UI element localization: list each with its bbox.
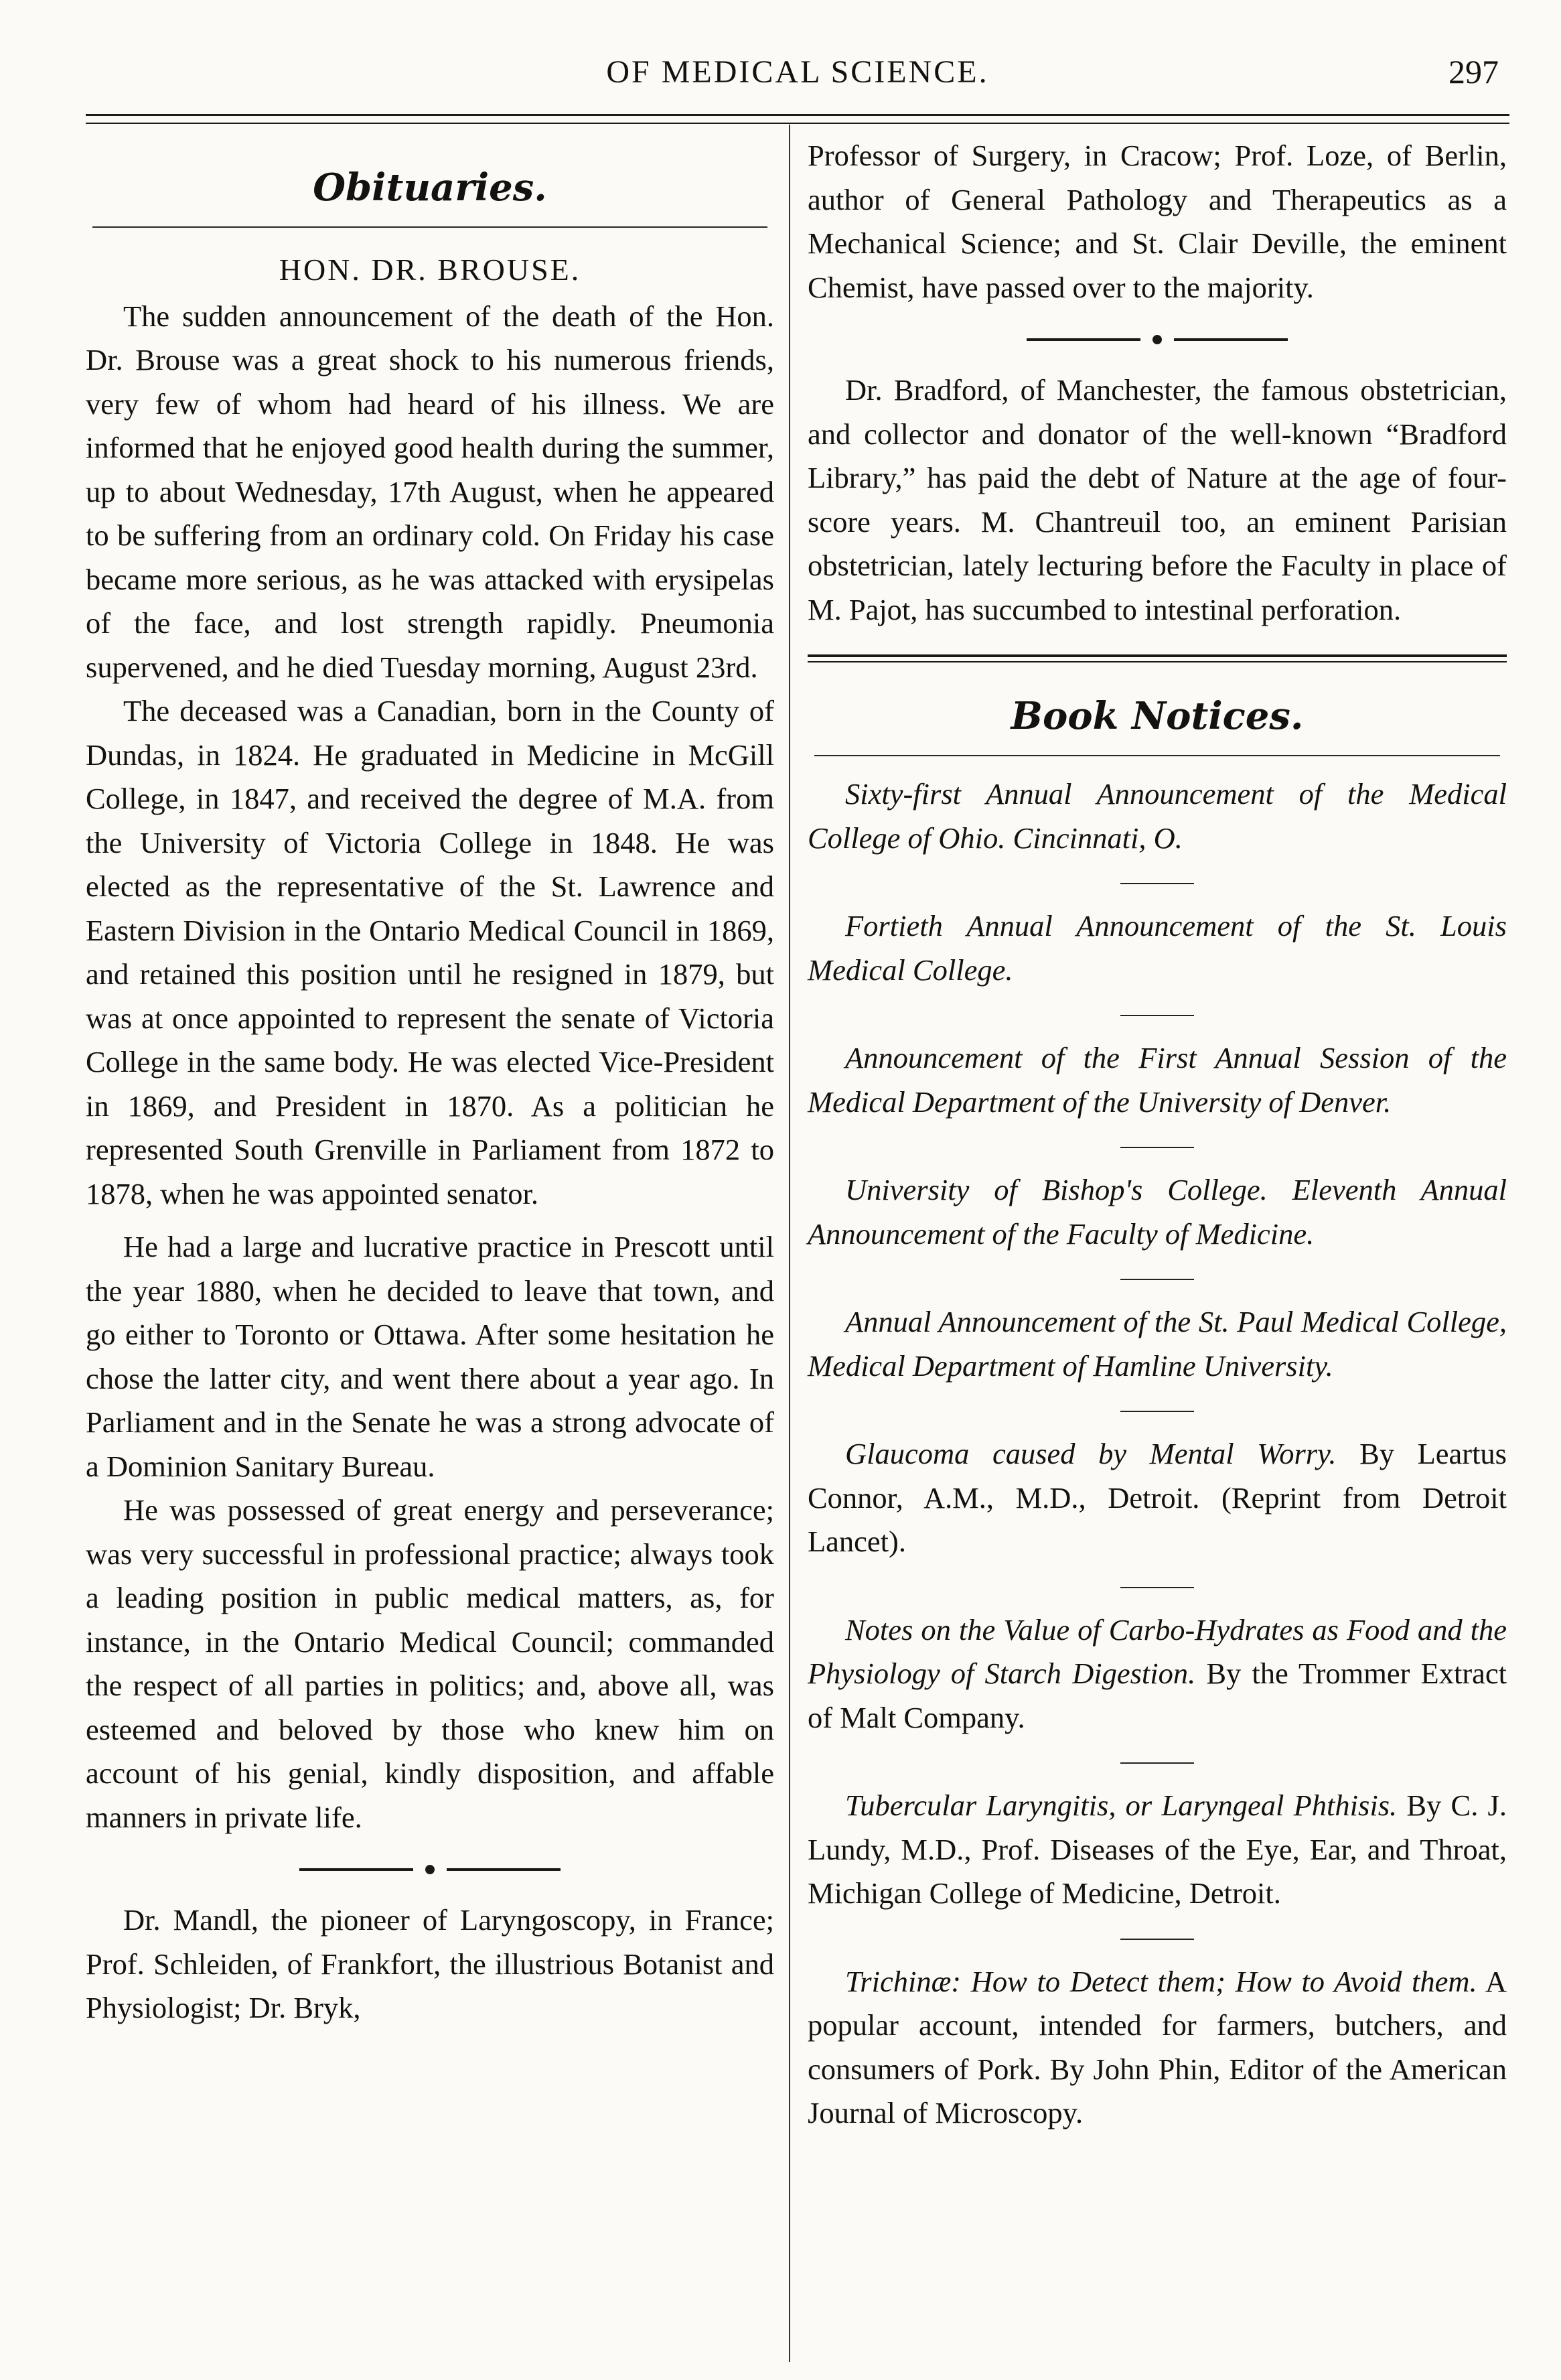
book-notice-title: Fortieth Annual Announcement of the St. Louis Medical College.	[808, 909, 1507, 987]
page-header	[86, 47, 1509, 94]
short-rule	[1120, 1762, 1194, 1764]
book-notice-details: By the Trommer Extract of Malt Company.	[808, 1657, 1507, 1734]
obituaries-heading: Obituaries.	[313, 165, 547, 210]
book-notice	[808, 772, 1507, 860]
book-notice-details: By Leartus Connor, A.M., M.D., Detroit. (Reprint from Detroit Lancet).	[808, 1437, 1507, 1558]
book-notice-title: Glaucoma caused by Mental Worry.	[845, 1437, 1337, 1470]
continuation-paragraph: Professor of Surgery, in Cracow; Prof. Loze, of Berlin, author of General Pathology and Therapeutics as a Mechanical Science; and St. Clair Deville, the eminent Chemist, have passed over to the majority.	[808, 139, 1507, 304]
book-notice	[808, 1784, 1507, 1916]
book-notice-title: Annual Announcement of the St. Paul Medical College, Medical Department of Hamline University.	[808, 1305, 1507, 1383]
obituary-paragraph: The sudden announcement of the death of the Hon. Dr. Brouse was a great shock to his numerous friends, very few of whom had heard of his illness. We are informed that he enjoyed good health during the summer, up to about Wednesday, 17th August, when he appeared to be suffering from an ordinary cold. On Friday his case became more serious, as he was attacked with erysipelas of the face, and lost strength rapidly. Pneumonia supervened, and he died Tuesday morning, August 23rd.	[86, 299, 774, 684]
section-rule	[808, 654, 1507, 662]
section-rule	[814, 755, 1500, 756]
obituary-paragraph: The deceased was a Canadian, born in the County of Dundas, in 1824. He graduated in Medicine in McGill College, in 1847, and received the degree of M.A. from the University of Victoria College in 1848. He was elected as the representative of the St. Lawrence and Eastern Division in the Ontario Medical Council in 1869, and retained this position until he resigned in 1879, but was at once appointed to represent the senate of Victoria College in the same body. He was elected Vice-President in 1869, and President in 1870. As a politician he represented South Grenville in Parliament from 1872 to 1878, when he was appointed senator.	[86, 694, 774, 1210]
book-notice	[808, 1168, 1507, 1256]
left-column	[86, 134, 774, 2030]
section-rule	[92, 226, 767, 228]
running-title: OF MEDICAL SCIENCE.	[606, 54, 989, 90]
obituary-title: HON. DR. BROUSE.	[279, 253, 581, 287]
book-notices-list	[808, 772, 1507, 2136]
ornament-divider	[86, 1865, 774, 1874]
short-rule	[1120, 1147, 1194, 1148]
obituary-paragraph: He had a large and lucrative practice in Prescott until the year 1880, when he decided to leave that town, and go either to Toronto or Ottawa. After some hesitation he chose the latter city, and went there about a year ago. In Parliament and in the Senate he was a strong advocate of a Dominion Sanitary Bureau.	[86, 1230, 774, 1483]
short-rule	[1120, 1939, 1194, 1940]
short-rule	[1120, 1587, 1194, 1588]
book-notice-title: Notes on the Value of Carbo-Hydrates as Food and the Physiology of Starch Digestion.	[808, 1612, 1507, 1690]
book-notice	[808, 1608, 1507, 1740]
short-rule	[1120, 883, 1194, 884]
book-notices-heading: Book Notices.	[1011, 694, 1304, 738]
book-notice	[808, 1432, 1507, 1564]
book-notice	[808, 1300, 1507, 1388]
book-notice	[808, 1960, 1507, 2136]
book-notice-title: Sixty-first Annual Announcement of the Medical College of Ohio. Cincinnati, O.	[808, 777, 1507, 855]
short-rule	[1120, 1411, 1194, 1412]
obituary-paragraph: He was possessed of great energy and perseverance; was very successful in professional practice; always took a leading position in public medical matters, as, for instance, in the Ontario Medical Council; commanded the respect of all parties in politics; and, above all, was esteemed and beloved by those who knew him on account of his genial, kindly disposition, and affable manners in private life.	[86, 1493, 774, 1834]
ornament-divider	[808, 335, 1507, 344]
book-notice	[808, 1036, 1507, 1124]
book-notice-title: University of Bishop's College. Eleventh Annual Announcement of the Faculty of Medicine.	[808, 1173, 1507, 1251]
right-column	[808, 134, 1507, 2136]
column-divider	[789, 125, 790, 2362]
book-notice-title: Announcement of the First Annual Session of the Medical Department of the University of Denver.	[808, 1041, 1507, 1119]
book-notice-details: A popular account, intended for farmers, butchers, and consumers of Pork. By John Phin, Editor of the American Journal of Microscopy.	[808, 1964, 1507, 2129]
page-number: 297	[1448, 53, 1499, 90]
book-notice	[808, 904, 1507, 992]
book-notice-title: Tubercular Laryngitis, or Laryngeal Phthisis.	[845, 1789, 1398, 1822]
book-notice-title: Trichinæ: How to Detect them; How to Avoid them.	[845, 1964, 1477, 1998]
header-rule	[86, 114, 1509, 124]
short-rule	[1120, 1015, 1194, 1016]
book-notice-details: By C. J. Lundy, M.D., Prof. Diseases of the Eye, Ear, and Throat, Michigan College of Medicine, Detroit.	[808, 1789, 1507, 1910]
mandl-paragraph: Dr. Mandl, the pioneer of Laryngoscopy, in France; Prof. Schleiden, of Frankfort, the illustrious Botanist and Physiologist; Dr. Bryk,	[86, 1903, 774, 2024]
short-rule	[1120, 1279, 1194, 1280]
bradford-paragraph: Dr. Bradford, of Manchester, the famous obstetrician, and collector and donator of the well-known “Bradford Library,” has paid the debt of Nature at the age of four-score years. M. Chantreuil too, an eminent Parisian obstetrician, lately lecturing before the Faculty in place of M. Pajot, has succumbed to intestinal perforation.	[808, 373, 1507, 626]
